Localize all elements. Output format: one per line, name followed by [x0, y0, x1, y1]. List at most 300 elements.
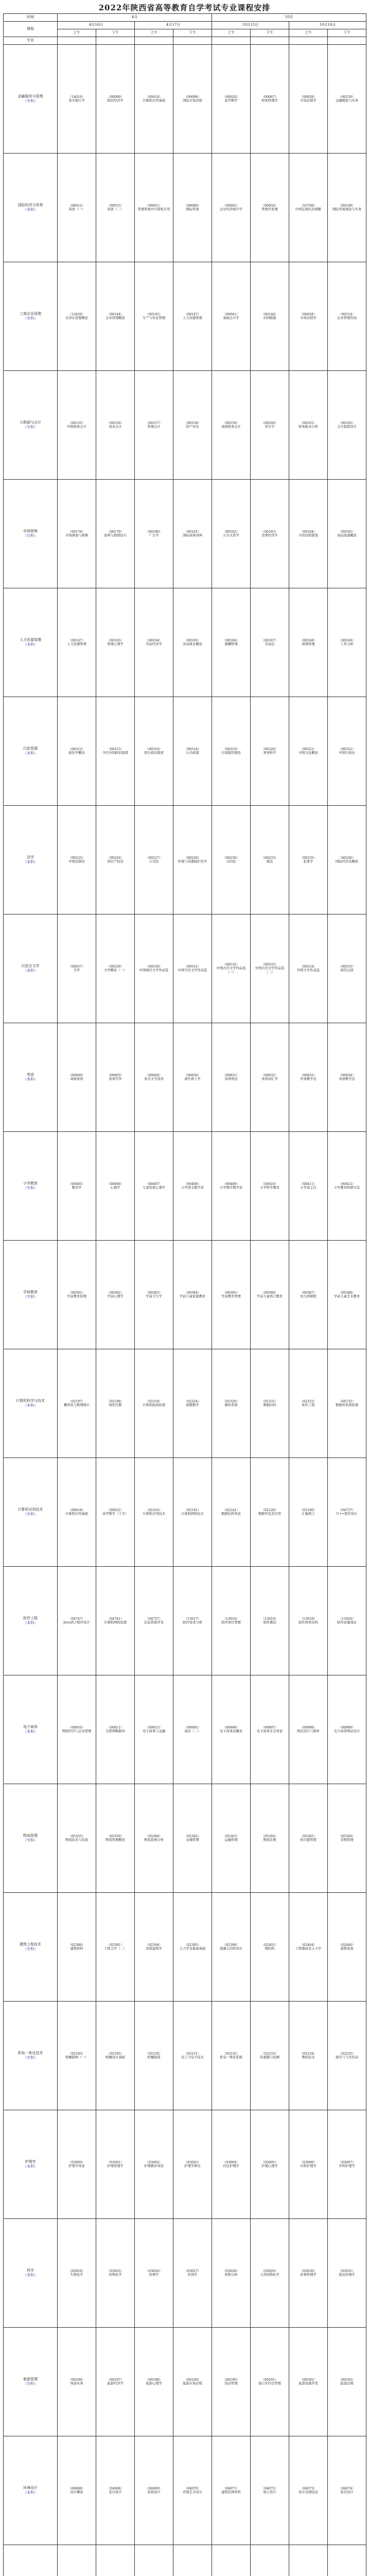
course-name: 学前卫生学	[146, 1295, 162, 1298]
course-cell	[96, 1023, 135, 1132]
course-cell	[289, 1458, 328, 1567]
course-name: 工程地质及土力学	[295, 1947, 322, 1951]
course-name: 计算机应用基础	[65, 1512, 89, 1516]
table-row	[4, 480, 366, 588]
course-code: （04074）	[338, 2486, 356, 2490]
major-level: （专科）	[23, 1186, 38, 1190]
session-4: 上午	[212, 29, 251, 37]
course-code: （02394）	[145, 1943, 163, 1947]
major-cell	[4, 588, 58, 697]
course-name: 财务管理学	[261, 99, 278, 103]
course-name: 劳动经济学	[146, 642, 162, 646]
course-code: （05362）	[184, 1834, 201, 1838]
course-cell	[289, 697, 328, 806]
course-code: （00999）	[338, 1725, 356, 1730]
table-row	[4, 2110, 366, 2219]
course-code: （00384）	[184, 1291, 201, 1295]
course-name: 建筑设备	[340, 1947, 354, 1951]
table-row	[4, 1458, 366, 1567]
course-code: （02318）	[145, 1399, 163, 1403]
course-cell	[173, 154, 212, 262]
session-0: 上午	[58, 29, 96, 37]
course-name: 中国文化概论	[298, 751, 318, 755]
course-name: 国际商务谈判	[183, 534, 202, 537]
course-cell	[173, 697, 212, 806]
course-cell	[58, 1893, 96, 2002]
day-0: 4月16日	[58, 22, 135, 29]
course-cell	[135, 806, 173, 914]
table-row	[4, 1023, 366, 1132]
course-name: 学前心理学	[107, 1295, 124, 1298]
table-row	[4, 2219, 366, 2328]
course-name: 中级财务会计	[67, 425, 86, 429]
course-name: 网络经济与企业管理	[62, 1730, 92, 1733]
major-name: 药学	[27, 2268, 34, 2273]
table-row	[4, 1132, 366, 1241]
course-cell	[173, 2545, 212, 2576]
course-name: 机电一体化系统	[219, 2056, 243, 2059]
course-cell	[173, 2328, 212, 2436]
course-name: 英语写作	[109, 1077, 122, 1081]
course-code: （03029）	[261, 2269, 278, 2273]
course-cell	[251, 914, 289, 1023]
course-name: 建筑装饰材料	[221, 2490, 241, 2494]
course-code: （03030）	[300, 2269, 317, 2273]
course-code: （00315）	[107, 747, 124, 751]
course-cell	[212, 806, 251, 914]
course-name: 护理学研究	[184, 2164, 201, 2168]
course-cell	[135, 1023, 173, 1132]
course-name: 领导科学	[263, 751, 276, 755]
major-level: （专科）	[23, 2056, 38, 2060]
course-name: 财务报表分析	[298, 425, 318, 429]
course-cell	[212, 697, 251, 806]
course-code: （00163）	[107, 638, 124, 642]
day-3: 10月16日	[289, 22, 366, 29]
course-code: （00054）	[261, 204, 278, 208]
course-name: 护理教育导论	[144, 2164, 164, 2168]
course-name: 计算机应用技术	[142, 1512, 166, 1516]
course-cell	[212, 1349, 251, 1458]
course-code: （00529）	[107, 964, 124, 969]
table-row	[4, 1567, 366, 1675]
course-cell	[212, 914, 251, 1023]
course-code: （00178）	[68, 530, 85, 534]
course-name: 中国行政史	[339, 751, 355, 755]
course-cell	[328, 1675, 366, 1784]
course-name: 管理学原理	[261, 208, 278, 211]
course-cell	[289, 588, 328, 697]
course-code: （03025）	[107, 2269, 124, 2273]
course-name: 药剂学	[187, 2273, 198, 2277]
course-cell	[135, 2545, 173, 2576]
course-cell	[251, 1132, 289, 1241]
course-cell	[135, 1458, 173, 1567]
course-code: （02232）	[222, 2052, 240, 2056]
course-name: 电子商务网站设计	[333, 1730, 360, 1733]
course-cell	[251, 2110, 289, 2219]
course-name: 设计概论	[70, 2490, 83, 2494]
course-cell	[328, 697, 366, 806]
course-code: （00531）	[184, 964, 201, 969]
course-cell	[58, 2545, 96, 2576]
course-name: 幼儿园课程	[300, 1295, 317, 1298]
table-row	[4, 806, 366, 914]
course-cell	[58, 1023, 96, 1132]
table-row	[4, 2328, 366, 2436]
course-code: （02391）	[107, 1943, 124, 1947]
course-code: （03002）	[145, 2160, 163, 2164]
course-code: （02183）	[68, 2052, 85, 2056]
course-name: 社区护理学	[223, 2164, 239, 2168]
header-row-month	[4, 14, 366, 22]
major-name: 大数据与会计	[20, 420, 41, 425]
course-code: （00037）	[68, 964, 85, 969]
course-code: （02185）	[107, 2052, 124, 2056]
course-code: （02396）	[222, 1943, 240, 1947]
course-cell	[96, 2328, 135, 2436]
course-cell	[328, 1023, 366, 1132]
course-cell	[96, 588, 135, 697]
major-level: （本科）	[23, 2490, 38, 2495]
course-cell	[212, 45, 251, 154]
course-name: 仓储管理	[186, 1838, 199, 1842]
course-cell	[173, 1349, 212, 1458]
course-code: （00166）	[222, 638, 240, 642]
course-code: （04071）	[222, 2486, 240, 2490]
course-code: （00408）	[184, 1182, 201, 1186]
course-cell	[173, 262, 212, 371]
course-code: （00067）	[261, 95, 278, 99]
course-code: （02142）	[222, 1508, 240, 1512]
course-code: （04073）	[300, 2486, 317, 2490]
course-cell	[212, 262, 251, 371]
table-row	[4, 1349, 366, 1458]
course-code: （02404）	[300, 1943, 317, 1947]
course-cell	[251, 1567, 289, 1675]
course-name: 设计表现技法	[298, 2490, 318, 2494]
course-cell	[173, 1567, 212, 1675]
course-name: 汇编语言	[302, 1512, 315, 1516]
major-cell	[4, 262, 58, 371]
major-name: 物流管理	[23, 1834, 38, 1838]
course-name: 展示设计	[263, 2490, 276, 2494]
course-code: （00995）	[184, 1725, 201, 1730]
course-cell	[135, 154, 173, 262]
course-name: 软件体系结构	[298, 1621, 318, 1624]
course-name: 外国文学作品选	[296, 969, 320, 972]
course-code: （00169）	[338, 638, 356, 642]
major-name: 计算机科学与技术	[16, 1399, 45, 1403]
course-code: （05366）	[338, 1834, 356, 1838]
course-code: （00411）	[300, 1182, 317, 1186]
course-code: （03028）	[222, 2269, 240, 2273]
major-name: 电子商务	[23, 1725, 38, 1729]
course-code: （00089）	[184, 204, 201, 208]
course-code: （00830）	[184, 1073, 201, 1077]
course-cell	[58, 697, 96, 806]
major-cell	[4, 2219, 58, 2328]
course-code: （00223）	[68, 856, 85, 860]
course-name: 计算机组成原理	[142, 1403, 166, 1407]
course-name: 公共关系学	[223, 534, 239, 537]
major-level: （专科）	[23, 316, 38, 320]
course-name: 英语词汇学	[261, 1077, 278, 1081]
course-cell	[289, 1893, 328, 2002]
course-name: 中国近现代史纲要	[295, 208, 322, 211]
course-cell	[173, 1241, 212, 1349]
course-cell	[289, 1567, 328, 1675]
major-name: 英语	[27, 1073, 34, 1077]
course-cell	[135, 371, 173, 480]
period-label: 课程	[4, 22, 58, 37]
day-1: 4月17日	[135, 22, 212, 29]
course-name: 消费经济学	[261, 534, 278, 537]
blank-cell	[58, 37, 96, 45]
course-code: （00149）	[338, 204, 356, 208]
course-name: 护理心理学	[261, 2164, 278, 2168]
course-code: （00407）	[145, 1182, 163, 1186]
course-name: 毛泽东思想概论	[65, 316, 89, 320]
course-code: （02235）	[338, 2052, 356, 2056]
course-name: 小学语文教学论	[181, 1186, 204, 1190]
course-name: 中国古代文学作品选（一）	[216, 967, 246, 974]
course-name: 文学概论（一）	[103, 969, 127, 972]
course-name: 政治学概论	[68, 751, 85, 755]
major-cell	[4, 154, 58, 262]
course-code: （00405）	[68, 1182, 85, 1186]
course-name: 物流管理概论	[106, 1838, 125, 1842]
course-code: （00831）	[222, 1073, 240, 1077]
course-cell	[328, 1458, 366, 1567]
course-code: （13016）	[222, 1617, 240, 1621]
course-cell	[289, 2002, 328, 2110]
course-name: 传感器与检测	[260, 2056, 279, 2059]
course-code: （00191）	[261, 2378, 278, 2382]
course-cell	[135, 2328, 173, 2436]
course-code: （00009）	[107, 95, 124, 99]
course-name: 心理学	[110, 1186, 120, 1190]
course-code: （00161）	[300, 421, 317, 425]
course-name: 基础会计学	[223, 316, 239, 320]
course-name: 土力学及地基基础	[179, 1947, 206, 1951]
schedule-body	[4, 45, 366, 2576]
course-cell	[96, 1567, 135, 1675]
major-cell	[4, 1458, 58, 1567]
course-cell	[173, 45, 212, 154]
table-row	[4, 262, 366, 371]
course-name: 饭店管理	[224, 2382, 238, 2385]
major-cell	[4, 45, 58, 154]
course-cell	[96, 45, 135, 154]
course-name: 数据结构导论	[221, 1512, 241, 1516]
course-cell	[328, 154, 366, 262]
course-name: 护理管理学	[107, 2164, 124, 2168]
course-cell	[173, 806, 212, 914]
course-cell	[328, 1349, 366, 1458]
course-code: （03004）	[222, 2160, 240, 2164]
course-code: （05360）	[145, 1834, 163, 1838]
course-name: 学前儿童艺术教育	[333, 1295, 360, 1298]
course-cell	[96, 1132, 135, 1241]
course-name: 管理心理学	[107, 642, 124, 646]
table-row	[4, 1893, 366, 2002]
course-name: 旅游资源开发	[298, 2382, 318, 2385]
course-name: 室内设计	[109, 2490, 122, 2494]
course-code: （13018）	[261, 1617, 278, 1621]
course-code: （00600）	[68, 1073, 85, 1077]
course-name: 劳动法	[265, 642, 275, 646]
course-cell	[289, 262, 328, 371]
course-code: （02401）	[261, 1943, 278, 1947]
course-code: （00832）	[261, 1073, 278, 1077]
course-code: （02326）	[222, 1399, 240, 1403]
course-name: 金融理论与实务	[336, 99, 359, 103]
course-cell	[212, 1675, 251, 1784]
header-row-major	[4, 37, 366, 45]
course-cell	[289, 1132, 328, 1241]
course-name: 天然药物化学	[260, 2273, 279, 2277]
major-level: （专科）	[23, 1838, 38, 1842]
course-cell	[212, 1132, 251, 1241]
major-level: （本科）	[23, 1730, 38, 1734]
course-name: 电工与电子技术	[181, 2056, 204, 2059]
course-cell	[289, 1023, 328, 1132]
major-name: 金融服务与管理	[17, 94, 43, 98]
course-cell	[135, 588, 173, 697]
course-name: 外语教学法	[300, 1077, 317, 1081]
course-code: （02234）	[300, 2052, 317, 2056]
major-name: 行政管理	[23, 747, 38, 751]
course-name: 外科护理学	[339, 2164, 355, 2168]
major-name: 建筑工程技术	[20, 1942, 41, 1946]
major-cell	[4, 480, 58, 588]
course-code: （03003）	[184, 2160, 201, 2164]
course-code: （00320）	[261, 747, 278, 751]
course-code: （02324）	[184, 1399, 201, 1403]
course-cell	[96, 154, 135, 262]
course-code: （00316）	[145, 747, 163, 751]
course-cell	[58, 2436, 96, 2545]
course-name: 西方政治制度	[144, 751, 164, 755]
course-name: 现代汉语	[340, 969, 354, 972]
major-level: （本科）	[23, 751, 38, 755]
course-name: 中国现代文学作品选	[139, 969, 169, 972]
course-cell	[58, 45, 96, 154]
course-cell	[212, 2110, 251, 2219]
course-code: （00051）	[145, 204, 163, 208]
course-cell	[289, 371, 328, 480]
course-code: （00041）	[222, 312, 240, 316]
course-code: （14016）	[68, 95, 85, 99]
course-code: （00409）	[222, 1182, 240, 1186]
course-code: （00188）	[145, 2378, 163, 2382]
course-cell	[212, 2328, 251, 2436]
course-code: （00381）	[68, 1291, 85, 1295]
course-cell	[251, 2002, 289, 2110]
course-cell	[289, 2328, 328, 2436]
course-code: （00226）	[107, 856, 124, 860]
major-cell	[4, 2545, 58, 2576]
major-cell	[4, 1241, 58, 1349]
course-code: （12656）	[68, 312, 85, 316]
course-code: （00382）	[107, 1291, 124, 1295]
course-cell	[96, 2219, 135, 2328]
major-cell	[4, 1567, 58, 1675]
course-code: （00410）	[261, 1182, 278, 1186]
session-5: 下午	[251, 29, 289, 37]
course-code: （00015）	[107, 204, 124, 208]
course-code: （00167）	[261, 638, 278, 642]
blank-cell	[328, 37, 366, 45]
schedule-header	[4, 14, 366, 45]
major-cell	[4, 1893, 58, 2002]
course-cell	[96, 371, 135, 480]
course-cell	[96, 914, 135, 1023]
course-cell	[212, 1458, 251, 1567]
course-cell	[96, 1241, 135, 1349]
page-title: 2022年陕西省高等教育自学考试专业课程安排	[98, 3, 271, 12]
course-cell	[96, 480, 135, 588]
major-level: （本科）	[23, 2164, 38, 2168]
course-name: 工程力学（二）	[103, 1947, 127, 1951]
course-cell	[135, 1349, 173, 1458]
course-cell	[212, 480, 251, 588]
course-code: （13019）	[300, 1617, 317, 1621]
course-cell	[96, 1675, 135, 1784]
table-row	[4, 914, 366, 1023]
course-cell	[135, 1567, 173, 1675]
course-cell	[251, 1784, 289, 1893]
course-name: 网页设计与制作	[296, 1730, 320, 1733]
course-name: Java语言程序设计	[63, 1621, 90, 1624]
table-row	[4, 1784, 366, 1893]
course-cell	[58, 1241, 96, 1349]
course-code: （02141）	[184, 1508, 201, 1512]
course-cell	[212, 1023, 251, 1132]
course-cell	[251, 1241, 289, 1349]
course-name: 互联网数据库	[106, 1730, 125, 1733]
course-name: 行政组织理论	[221, 751, 241, 755]
course-name: 药理学	[149, 2273, 159, 2277]
course-cell	[328, 45, 366, 154]
course-cell	[96, 806, 135, 914]
course-name: 公共政策	[186, 751, 199, 755]
course-name: 企业管理概论	[106, 316, 125, 320]
course-name: 税法	[266, 860, 273, 863]
course-name: 资产评估	[186, 425, 199, 429]
course-code: （00183）	[261, 530, 278, 534]
course-cell	[289, 1675, 328, 1784]
course-code: （00246）	[338, 856, 356, 860]
course-cell	[135, 1132, 173, 1241]
course-cell	[289, 806, 328, 914]
course-cell	[173, 480, 212, 588]
course-code: （00386）	[261, 1291, 278, 1295]
course-cell	[135, 2110, 173, 2219]
course-name: 软件测试	[263, 1621, 276, 1624]
session-2: 上午	[135, 29, 173, 37]
course-cell	[58, 1784, 96, 1893]
course-code: （02316）	[145, 1508, 163, 1512]
major-cell	[4, 2436, 58, 2545]
course-name: 劳动就业概论	[183, 642, 202, 646]
course-name: 电子商务与金融	[142, 1730, 166, 1733]
course-cell	[135, 262, 173, 371]
course-name: 旅行社经营管理	[258, 2382, 282, 2385]
table-row	[4, 697, 366, 806]
course-cell	[96, 2436, 135, 2545]
